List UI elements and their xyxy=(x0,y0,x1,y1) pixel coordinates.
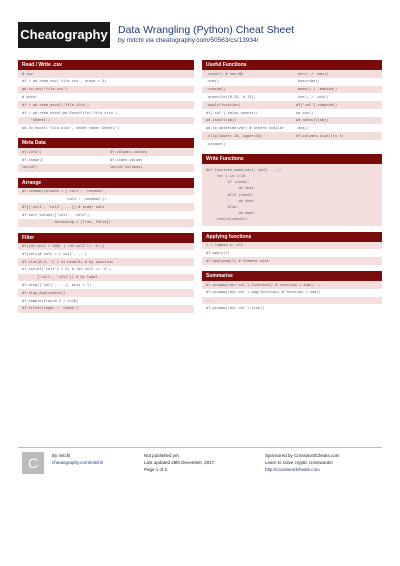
code-line: pd.to_excel('file.xlsx', sheet_name='Sheet1') xyxy=(18,124,194,132)
author-avatar[interactable]: C xyxy=(22,452,44,474)
meta-data-box xyxy=(18,138,194,171)
table-row xyxy=(202,117,382,125)
sponsor-text: Learn to solve cryptic crosswords! xyxy=(265,460,333,465)
code-line: df = pd.read_excel(pd.ExcelFile('file.xlsx'), xyxy=(18,109,194,117)
table-row xyxy=(202,70,382,78)
code-line: df.applymap(f) # element wise xyxy=(202,257,382,265)
code-line: df.groupby(by='col').size() xyxy=(202,304,382,312)
table-row xyxy=(18,156,194,164)
sponsor-link[interactable]: http://crosswordcheats.com xyxy=(265,467,320,472)
table-cell: .count() # non-NA xyxy=(202,70,292,78)
code-line: df.apply(f) xyxy=(202,249,382,257)
header xyxy=(0,0,400,60)
write-code: def function_name(var1, var2, ...): for i in 1:10 if (cond): do this elif (cond): do that else: do none return(result) xyxy=(202,164,382,226)
author-label: By mitchl xyxy=(52,453,71,458)
code-line: df.filter(regex = 'regex') xyxy=(18,305,194,313)
code-line: df.groupby(by='col').agg(function) # function = sum() xyxy=(202,289,382,297)
box-title: Meta Data xyxy=(18,138,194,148)
code-line: ['col1', 'col2']] # by label xyxy=(18,274,194,282)
table-cell: df['col'].value_counts() xyxy=(202,109,292,117)
filter-box xyxy=(18,233,194,313)
table-cell: .abs() xyxy=(292,124,382,132)
table-row xyxy=(202,109,382,117)
sponsor-label: Sponsored by CrosswordCheats.com xyxy=(265,453,340,458)
code-line: df.rename(columns = {'col1': 'rename1', xyxy=(18,188,194,196)
table-cell: pd.notnull(obj) xyxy=(292,117,382,125)
table-row xyxy=(202,93,382,101)
byline[interactable]: by mitchl via cheatography.com/50563/cs/13934/ xyxy=(118,37,259,44)
code-line: df[(df.col1 > 100) | (df.col2 != 'A')] xyxy=(18,243,194,251)
summarise-rows xyxy=(202,281,382,312)
author-link[interactable]: cheatography.com/mitchl/ xyxy=(52,460,103,465)
author-info xyxy=(52,452,103,466)
footer xyxy=(18,447,382,477)
table-row xyxy=(202,124,382,132)
table-cell: .var() / .std() xyxy=(292,93,382,101)
table-row xyxy=(18,164,194,172)
useful-functions-box xyxy=(202,60,382,148)
code-line: pd.to_csv('file.csv') xyxy=(18,86,194,94)
updated-text: Last updated 28th December, 2017. xyxy=(144,460,216,465)
box-title: Read / Write .csv xyxy=(18,60,194,70)
box-title: Applying functions xyxy=(202,232,382,242)
box-title: Arrange xyxy=(18,178,194,188)
code-line: f = lambda x: x*2 xyxy=(202,242,382,250)
table-cell: df.shape() xyxy=(18,156,106,164)
page-number: Page 1 of 2. xyxy=(144,467,169,472)
table-cell: pd.isnull(obj) xyxy=(202,117,292,125)
applying-box xyxy=(202,232,382,265)
code-line: df[['col1', 'col2', ...]] # order cols xyxy=(18,203,194,211)
table-cell: .mean() / .median() xyxy=(292,86,382,94)
sponsor-info xyxy=(265,452,340,473)
code-line: df.loc[df['col1'] > 5) & (df.col2 == 'A'), xyxy=(18,266,194,274)
table-cell: .describe() xyxy=(292,78,382,86)
code-line: 'col2': 'rename2'}) xyxy=(18,195,194,203)
summarise-box xyxy=(202,271,382,312)
left-column xyxy=(18,60,194,319)
code-line: df.drop_duplicates() xyxy=(18,289,194,297)
code-line: df[cols]# cols = ['col1', ...] xyxy=(18,250,194,258)
code-line: 'Sheet1') xyxy=(18,117,194,125)
useful-table xyxy=(202,70,382,148)
table-cell: df['col'].cumprod() xyxy=(292,101,382,109)
code-line: df.groupby(by='col').function() # function = sum() ... xyxy=(202,281,382,289)
table-cell: df.columns.values xyxy=(106,148,194,156)
table-row xyxy=(202,101,382,109)
table-row xyxy=(202,86,382,94)
box-title: Write Functions xyxy=(202,154,382,164)
table-cell: .sum() xyxy=(202,78,292,86)
table-cell: .min() / .max() xyxy=(292,70,382,78)
code-line: # csv xyxy=(18,70,194,78)
box-title: Summarise xyxy=(202,271,382,281)
table-cell: .apply(function) xyxy=(202,101,292,109)
code-line: df = pd.read_csv('file.csv', nrows = 5) xyxy=(18,78,194,86)
table-cell: df.columns.isin(lis t) xyxy=(292,132,382,140)
table-row xyxy=(202,78,382,86)
applying-rows xyxy=(202,242,382,265)
code-line: # excel xyxy=(18,93,194,101)
code-line: ... xyxy=(202,297,382,305)
table-cell: pd.to_datetime(var) # others similar xyxy=(202,124,292,132)
box-title: Filter xyxy=(18,233,194,243)
write-functions-box xyxy=(202,154,382,226)
table-cell: .quantile([0.25, 0.75]) xyxy=(202,93,292,101)
table-cell: len(df) xyxy=(18,164,106,172)
code-line: df.iloc[0:5, :] / df.head(5) # by position xyxy=(18,258,194,266)
right-column xyxy=(202,60,382,318)
cheatography-logo[interactable]: Cheatography xyxy=(18,22,110,48)
box-title: Useful Functions xyxy=(202,60,382,70)
published-text: Not published yet. xyxy=(144,453,181,458)
meta-table xyxy=(18,148,194,171)
filter-rows xyxy=(18,243,194,313)
publish-info xyxy=(144,452,216,473)
table-cell: df.index.values xyxy=(106,156,194,164)
code-line: df.drop(['col1', ...], axis = 1) xyxy=(18,281,194,289)
table-cell xyxy=(292,140,382,148)
code-line: df.sort_values(['col1', 'col2'], xyxy=(18,211,194,219)
code-line: df = pd.read_excel('file.xlsx') xyxy=(18,101,194,109)
read-write-rows xyxy=(18,70,194,132)
table-row xyxy=(202,140,382,148)
read-write-box xyxy=(18,60,194,132)
arrange-box xyxy=(18,178,194,227)
code-line: ascending = [True, False]) xyxy=(18,219,194,227)
arrange-rows xyxy=(18,188,194,227)
code-line: df.sample(frac=0.5 / n=10) xyxy=(18,297,194,305)
page-title: Data Wrangling (Python) Cheat Sheet xyxy=(118,24,295,36)
table-row xyxy=(202,132,382,140)
table-cell: .clip(lower=-10, upper=10) xyxy=(202,132,292,140)
table-cell: .unique() xyxy=(202,140,292,148)
table-cell: .cumsum() xyxy=(202,86,292,94)
table-cell: df.info() xyxy=(18,148,106,156)
table-cell: len(df.columns) xyxy=(106,164,194,172)
table-row xyxy=(18,148,194,156)
table-cell: np.cos() xyxy=(292,109,382,117)
